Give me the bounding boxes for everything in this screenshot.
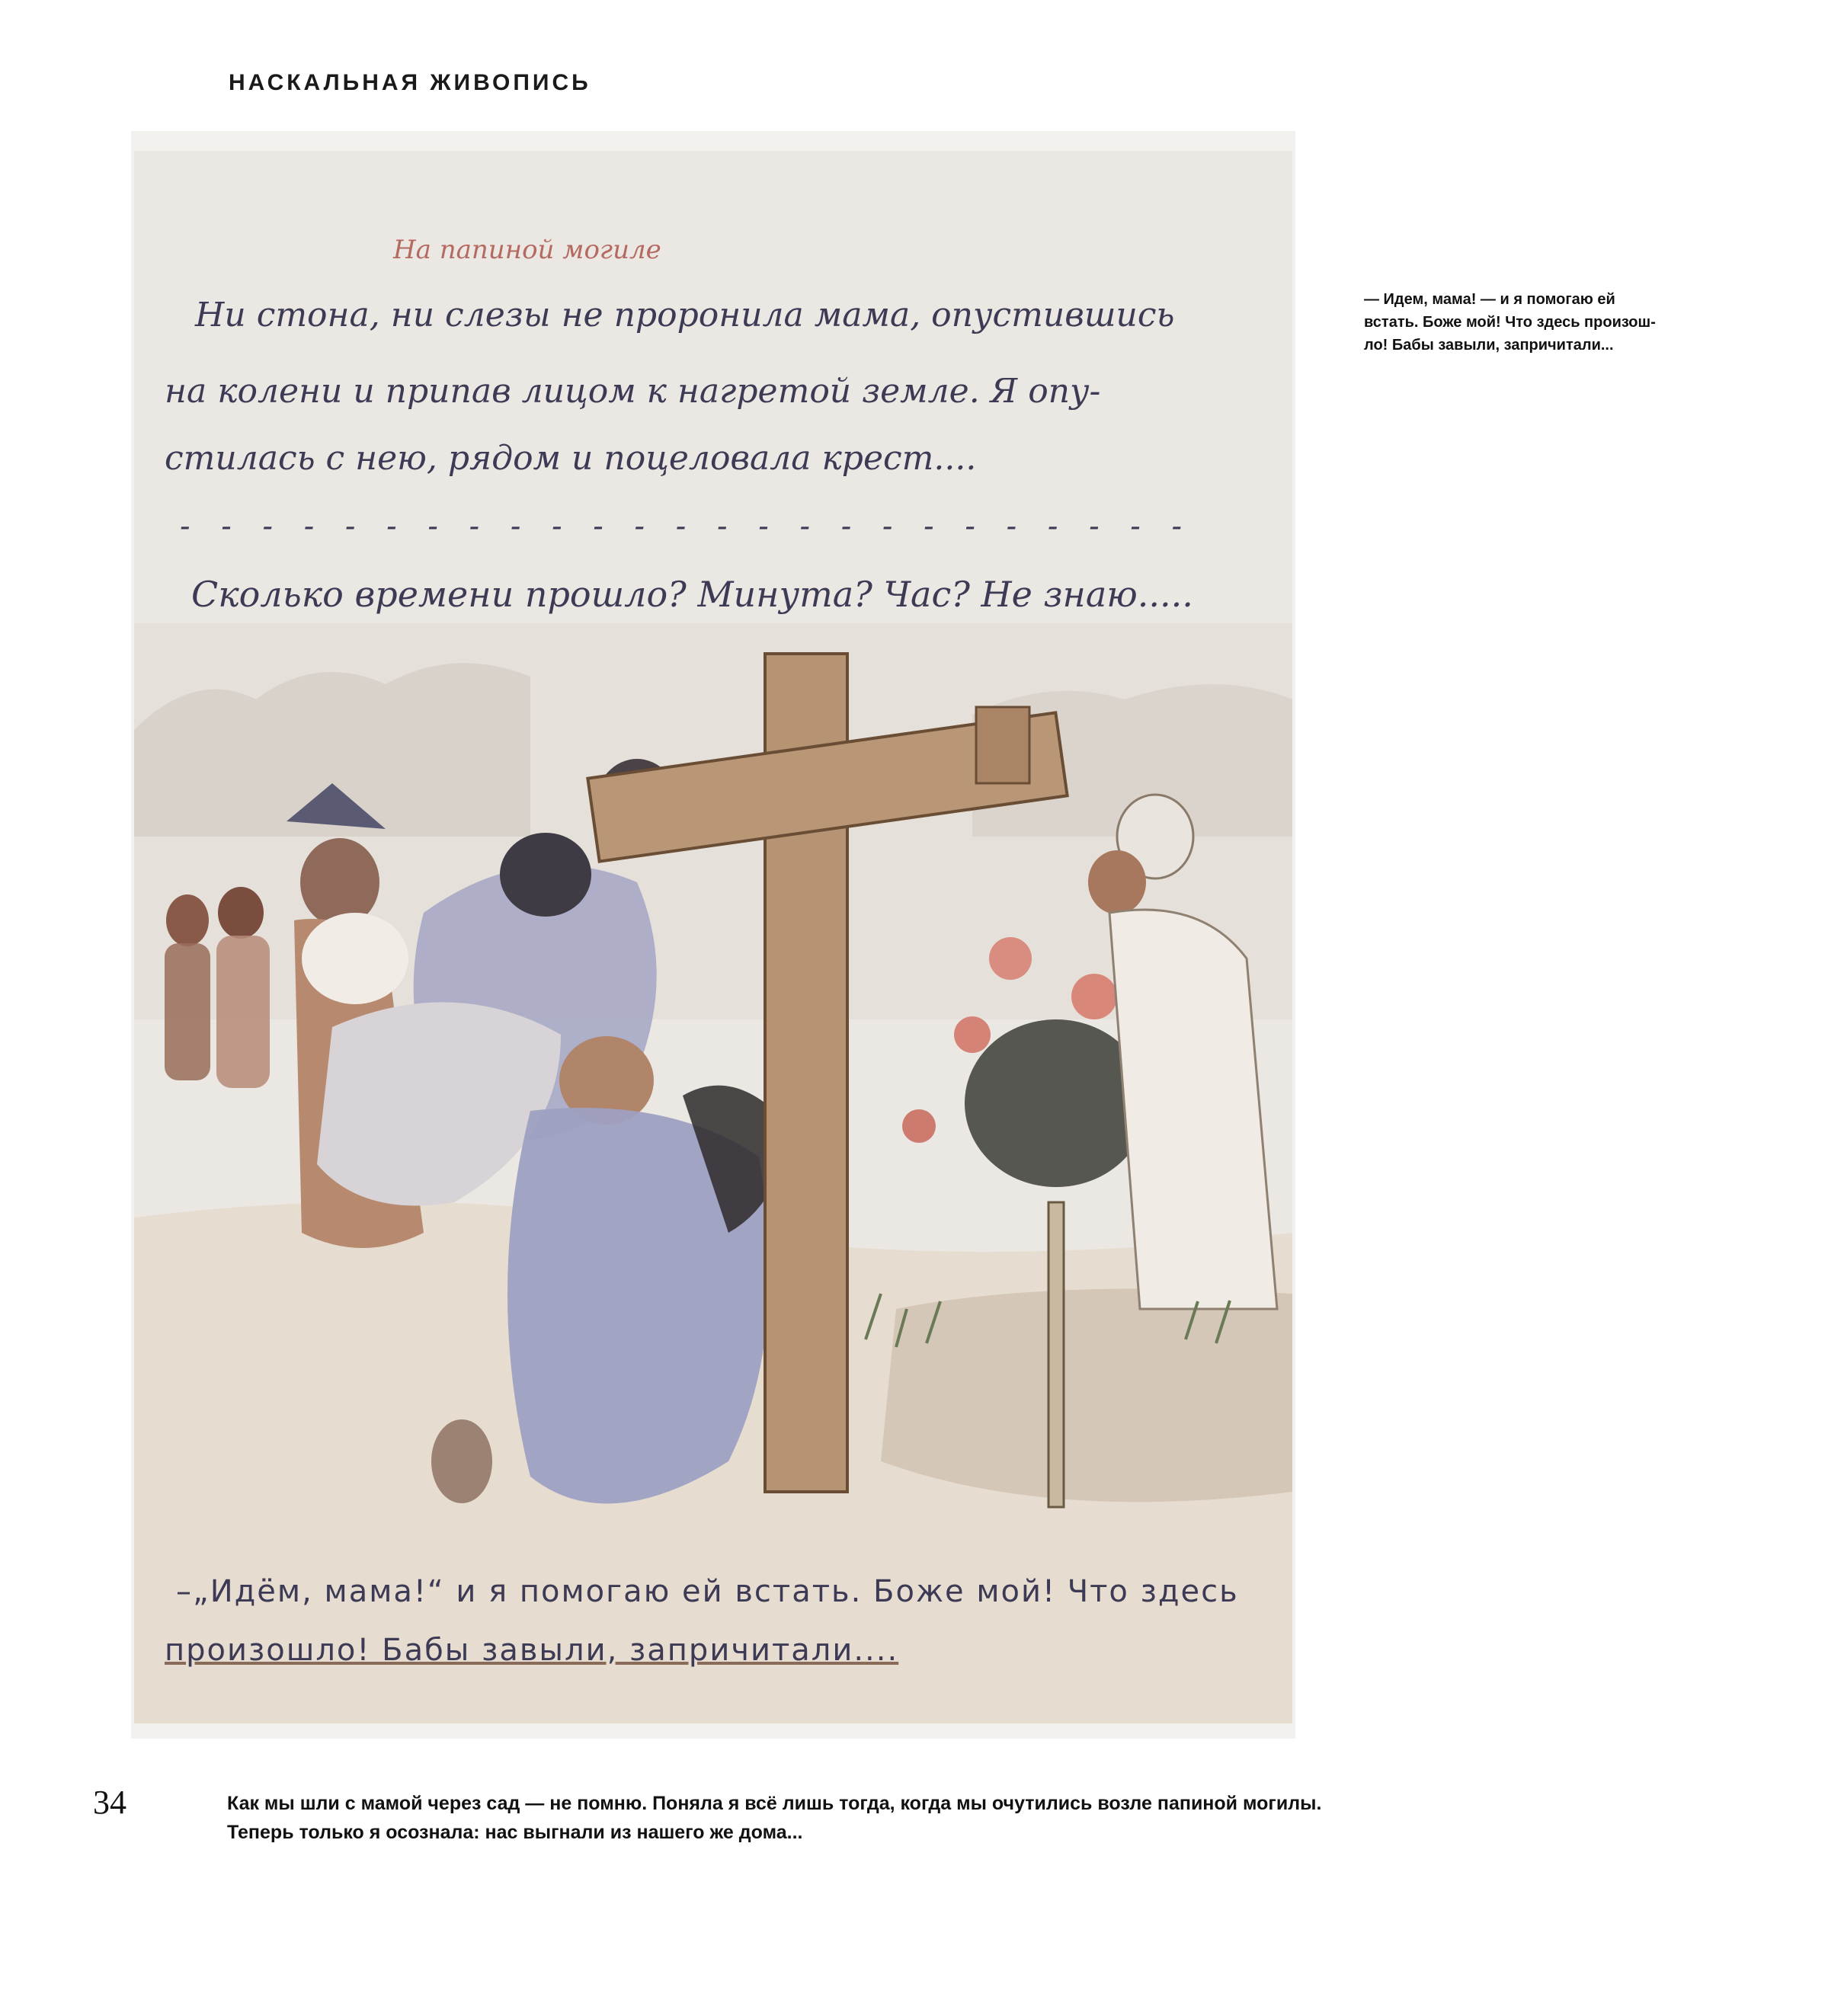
illustration-title: На папиной могиле — [393, 235, 661, 265]
page-number: 34 — [93, 1784, 126, 1821]
illustration-separator: - - - - - - - - - - - - - - - - - - - - - - - - - — [180, 509, 1193, 544]
illustration-line: произошло! Бабы завыли, запричитали.... — [165, 1633, 899, 1668]
side-caption: — Идем, мама! — и я помогаю ей встать. Боже мой! Что здесь произош- ло! Бабы завыли, запричитали... — [1364, 291, 1656, 354]
running-head: НАСКАЛЬНАЯ ЖИВОПИСЬ — [229, 70, 591, 95]
illustration-line: стилась с нею, рядом и поцеловала крест.... — [165, 439, 977, 478]
main-caption: Как мы шли с мамой через сад — не помню. Поняла я всё лишь тогда, когда мы очутились возле папиной могилы. Теперь только я осознала: нас выгнали из нашего же дома... — [227, 1793, 1322, 1843]
illustration-line: на колени и припав лицом к нагретой земле. Я опу- — [165, 372, 1101, 411]
illustration-line: Ни стона, ни слезы не проронила мама, опустившись — [195, 296, 1175, 334]
illustration-line: Сколько времени прошло? Минута? Час? Не знаю..... — [191, 574, 1193, 615]
illustration-line: –„Идём, мама!“ и я помогаю ей встать. Боже мой! Что здесь — [176, 1574, 1239, 1609]
illustration — [134, 151, 1292, 1723]
